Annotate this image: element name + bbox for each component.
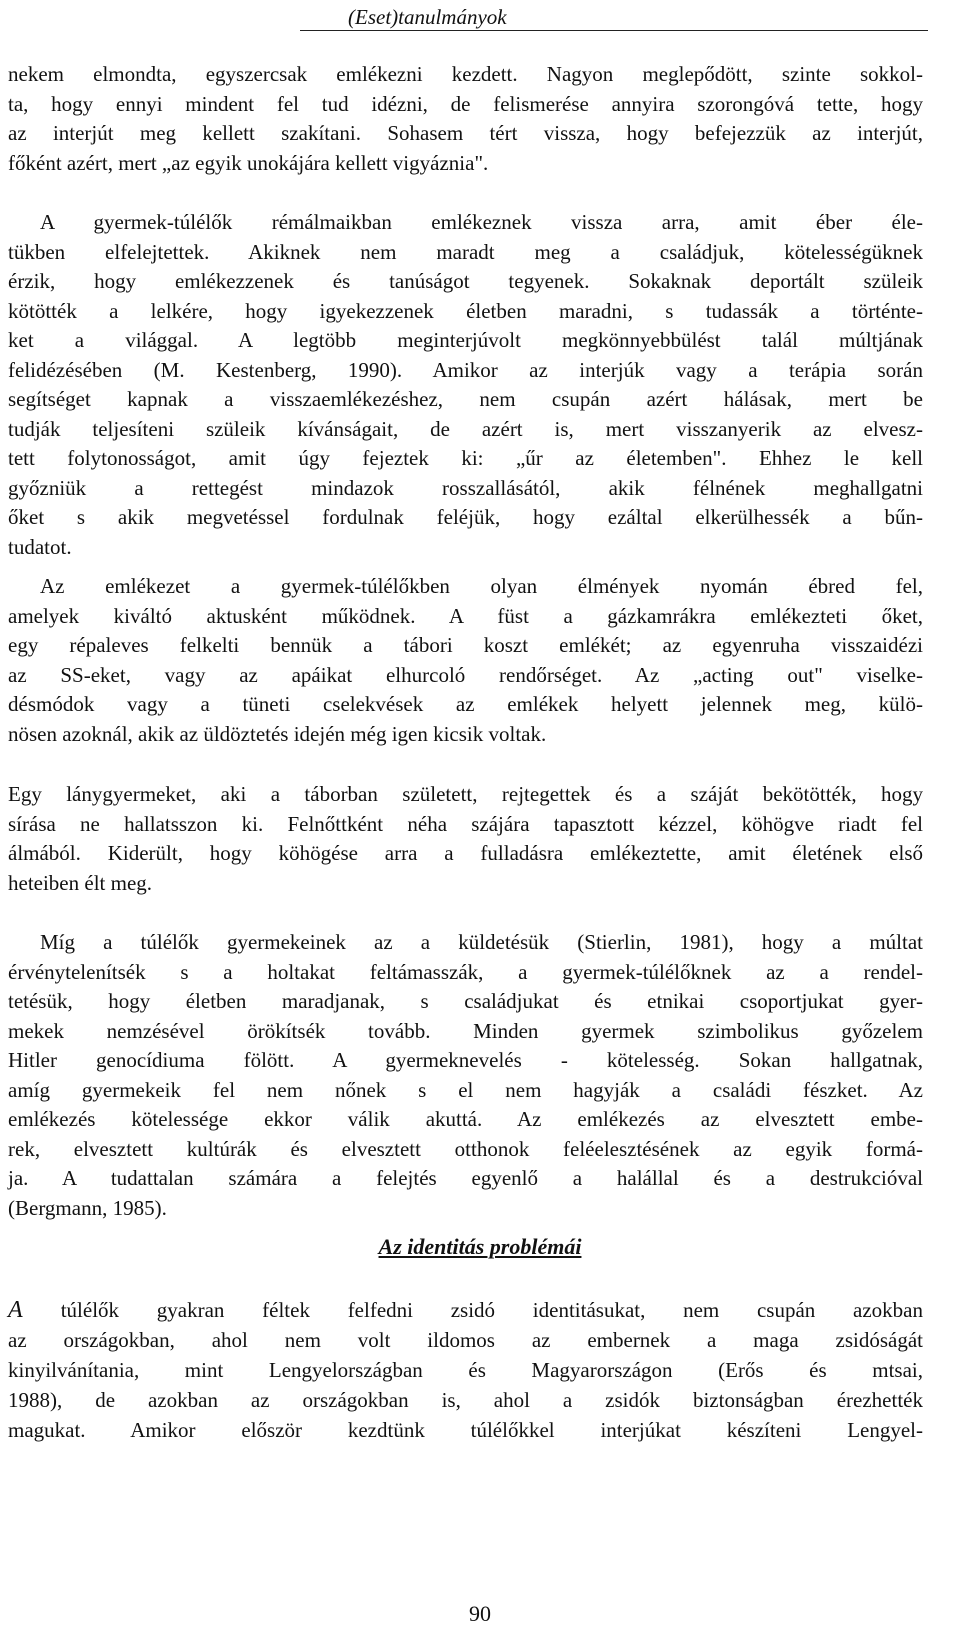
text-line: az SS-eket, vagy az apáikat elhurcoló rendőrséget. Az „acting out" viselke-	[8, 663, 923, 687]
text-line: Míg a túlélők gyermekeinek az a küldetésük (Stierlin, 1981), hogy a múltat	[40, 930, 923, 954]
text-line: emlékezés kötelessége ekkor válik akuttá. Az emlékezés az elvesztett embe-	[8, 1107, 923, 1131]
text-line: Egy lánygyermeket, aki a táborban született, rejtegettek és a száját bekötötték, hogy	[8, 782, 923, 806]
text-line: nösen azoknál, akik az üldöztetés idején még igen kicsik voltak.	[8, 722, 547, 746]
page-number: 90	[469, 1601, 491, 1626]
text-line: Hitler genocídiuma fölött. A gyermeknevelés - kötelesség. Sokan hallgatnak,	[8, 1048, 923, 1072]
text-line: egy répaleves felkelti bennük a tábori koszt emlékét; az egyenruha visszaidézi	[8, 633, 923, 657]
text-line: érzik, hogy emlékezzenek és tanúságot tegyenek. Sokaknak deportált szüleik	[8, 269, 923, 293]
text-line: sírása ne hallatsszon ki. Felnőttként néha szájára tapasztott kézzel, köhögve riadt fel	[8, 812, 923, 836]
text-line: nekem elmondta, egyszercsak emlékezni kezdett. Nagyon meglepődött, szinte sokkol-	[8, 62, 923, 86]
section-heading: Az identitás problémái	[378, 1234, 582, 1259]
drop-initial: A	[8, 1297, 61, 1323]
text-line: rek, elvesztett kultúrák és elvesztett otthonok feléelesztésének az egyik formá-	[8, 1137, 923, 1161]
text-line: az országokban, ahol nem volt ildomos az embernek a maga zsidóságát	[8, 1328, 923, 1352]
text-line: tükben elfelejtettek. Akiknek nem maradt meg a családjuk, kötelességüknek	[8, 240, 923, 264]
text-line: désmódok vagy a tüneti cselekvések az emlékek helyett jelennek meg, külö-	[8, 692, 923, 716]
text-line: ja. A tudattalan számára a felejtés egyenlő a halállal és a destrukcióval	[8, 1166, 923, 1190]
text-line: Az emlékezet a gyermek-túlélőkben olyan élmények nyomán ébred fel,	[40, 574, 923, 598]
text-line: tudják teljesíteni szüleik kívánságait, de azért is, mert visszanyerik az elvesz-	[8, 417, 923, 441]
text-line: főként azért, mert „az egyik unokájára kellett vigyáznia".	[8, 151, 489, 175]
text-line: ta, hogy ennyi mindent fel tud idézni, de felismerése annyira szorongóvá tette, hogy	[8, 92, 923, 116]
text-line: magukat. Amikor először kezdtünk túlélőkkel interjúkat készíteni Lengyel-	[8, 1418, 923, 1442]
text-line: segítséget kapnak a visszaemlékezéshez, nem csupán azért hálásak, mert be	[8, 387, 923, 411]
text-line: ket a világgal. A legtöbb meginterjúvolt megkönnyebbülést talál múltjának	[8, 328, 923, 352]
text-line: A gyermek-túlélők rémálmaikban emlékeznek vissza arra, amit éber éle-	[40, 210, 923, 234]
first-line-text: túlélők gyakran féltek felfedni zsidó identitásukat, nem csupán azokban	[60, 1298, 923, 1322]
text-line: kötötték a lelkére, hogy igyekezzenek életben maradni, s tudassák a történte-	[8, 299, 923, 323]
text-line: amíg gyermekeik fel nem nőnek s el nem hagyják a családi fészket. Az	[8, 1078, 923, 1102]
text-line: tudatot.	[8, 535, 72, 559]
text-line: tett folytonosságot, amit úgy fejeztek ki: „űr az életemben". Ehhez le kell	[8, 446, 923, 470]
text-line: felidézésében (M. Kestenberg, 1990). Amikor az interjúk vagy a terápia során	[8, 358, 923, 382]
running-header	[300, 4, 928, 31]
text-line	[8, 1296, 923, 1324]
text-line: kinyilvánítania, mint Lengyelországban és Magyarországon (Erős és mtsai,	[8, 1358, 923, 1382]
text-line: 1988), de azokban az országokban is, ahol a zsidók biztonságban érezhették	[8, 1388, 923, 1412]
text-line: álmából. Kiderült, hogy köhögése arra a fulladásra emlékeztette, amit életének első	[8, 841, 923, 865]
text-line: érvénytelenítsék s a holtakat feltámasszák, a gyermek-túlélőknek az a rendel-	[8, 960, 923, 984]
text-line: (Bergmann, 1985).	[8, 1196, 167, 1220]
text-line: mekek nemzésével örökítsék tovább. Minden gyermek szimbolikus győzelem	[8, 1019, 923, 1043]
text-line: az interjút meg kellett szakítani. Sohasem tért vissza, hogy befejezzük az interjút,	[8, 121, 923, 145]
text-line: őket s akik megvetéssel fordulnak feléjük, hogy ezáltal elkerülhessék a bűn-	[8, 505, 923, 529]
text-line: amelyek kiváltó aktusként működnek. A füst a gázkamrákra emlékezteti őket,	[8, 604, 923, 628]
text-line: tetésük, hogy életben maradjanak, s családjukat és etnikai csoportjukat gyer-	[8, 989, 923, 1013]
text-line: győzniük a rettegést mindazok rosszallásától, akik félnének meghallgatni	[8, 476, 923, 500]
header-title: (Eset)tanulmányok	[348, 5, 507, 29]
text-line: heteiben élt meg.	[8, 871, 153, 895]
